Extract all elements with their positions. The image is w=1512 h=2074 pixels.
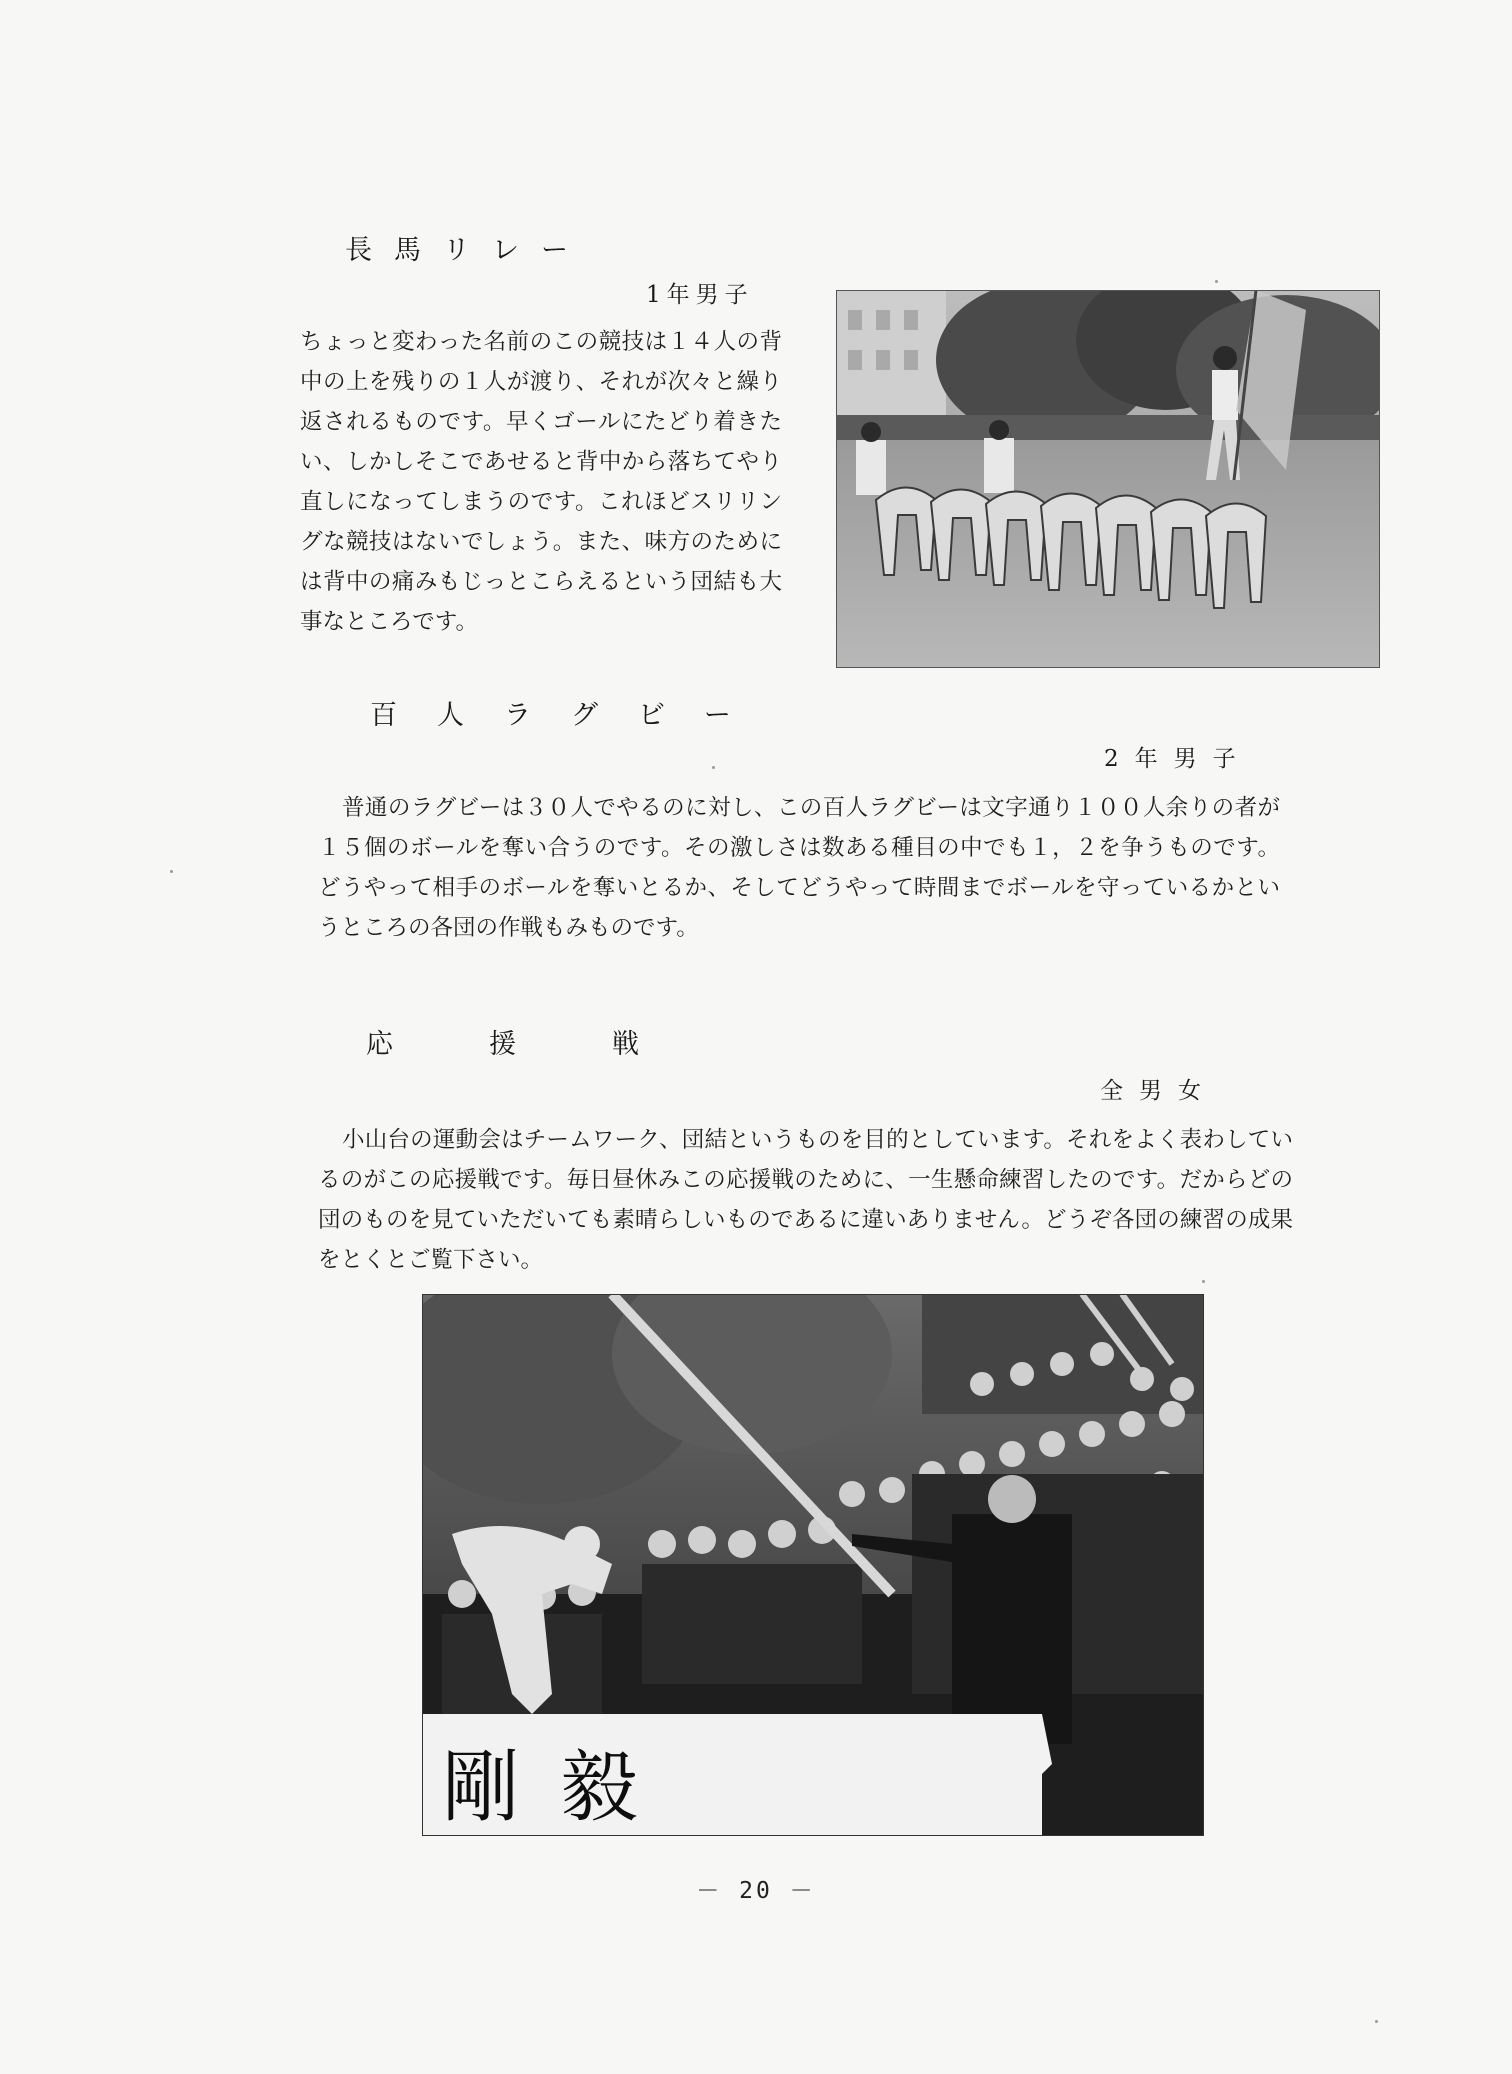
scan-speck [1215,280,1218,283]
section-grade-ouensen: 全男女 [1100,1078,1217,1104]
section-body-ouensen: 小山台の運動会はチームワーク、団結というものを目的としています。それをよく表わしているのがこの応援戦です。毎日昼休みこの応援戦のために、一生懸命練習したのです。だからどの団のものを見ていただいても素晴らしいものであるに違いありません。どうぞ各団の練習の成果をとくとご覧下さい。 [318,1127,1293,1273]
section-title-nagauma-relay: 長馬リレー [345,235,590,266]
scan-speck [1202,1280,1205,1283]
page-number: － 20 － [696,1878,816,1904]
section-grade-hyakunin-rugby: 2年男子 [1104,746,1252,772]
section-grade-nagauma-relay: 1年男子 [646,282,754,308]
section-title-ouensen: 応援戦 [366,1029,735,1060]
scan-speck [170,870,173,873]
section-title-hyakunin-rugby: 百人ラグビー [370,700,771,731]
photo-nagauma-relay [836,290,1380,668]
section-body-hyakunin-rugby: 普通のラグビーは３０人でやるのに対し、この百人ラグビーは文字通り１００人余りの者が１５個のボールを奪い合うのです。その激しさは数ある種目の中でも１，２を争うものです。どうやって相手のボールを奪いとるか、そしてどうやって時間までボールを守っているかというところの各団の作戦もみものです。 [318,795,1280,941]
section-body-nagauma-relay: ちょっと変わった名前のこの競技は１４人の背中の上を残りの１人が渡り、それが次々と繰り返されるものです。早くゴールにたどり着きたい、しかしそこであせると背中から落ちてやり直しになってしまうのです。これほどスリリングな競技はないでしょう。また、味方のためには背中の痛みもじっとこらえるという団結も大事なところです。 [300,329,782,635]
banner-text: 剛毅 [442,1743,679,1833]
photo-cheering-battle [422,1294,1204,1836]
scan-speck [712,766,715,769]
scan-speck [1375,2020,1378,2023]
